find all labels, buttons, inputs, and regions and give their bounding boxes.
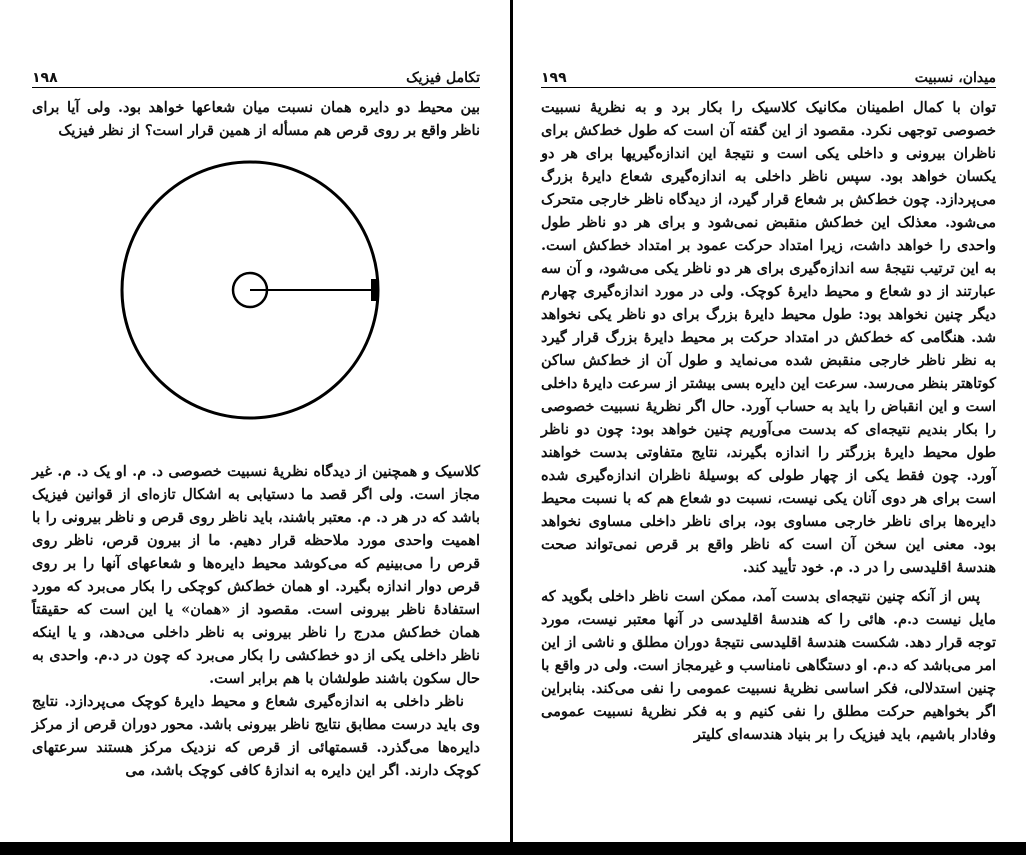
- right-page-number: ۱۹۹: [541, 70, 567, 86]
- left-text-bottom: [32, 460, 480, 782]
- left-page: [0, 0, 510, 855]
- page-gutter: [510, 0, 513, 855]
- rotating-disc-figure: [110, 150, 390, 430]
- right-page: [517, 0, 1026, 855]
- left-paragraph-1: کلاسیک و همچنین از دیدگاه نظریهٔ نسبیت خصوصی د. م. او یک د. م. غیر مجاز است. ولی اگر قصد ما دستیابی به اشکال تازه‌ای از قوانین فیزیک باشد که در هر د. م. معتبر باشند، باید ناظر روی قرص و ناظر بیرونی را با اهمیت واحدی مورد ملاحظه قرار دهیم. ما از بیرون قرص، ناظر روی قرص را می‌بینیم که می‌کوشد محیط دایره‌ها و شعاعهای آنها را بر روی قرص دوار اندازه بگیرد. او همان خط‌کش کوچکی را بکار می‌برد که مورد استفادهٔ ناظر بیرونی است. مقصود از «همان» یا این است که حقیقتاً همان خط‌کش مدرج را ناظر بیرونی به ناظر داخلی می‌دهد، و یا اینکه ناظر داخلی یکی از دو خط‌کشی را بکار می‌برد که چون در د.م. واحدی به حال سکون باشند طولشان با هم برابر است.: [32, 463, 480, 687]
- right-text: [541, 96, 996, 746]
- right-paragraph-2: پس از آنکه چنین نتیجه‌ای بدست آمد، ممکن است ناظر داخلی بگوید که مایل نیست د.م. هائی را که هندسهٔ اقلیدسی در آنها معتبر نیست، مورد توجه قرار دهد. شکست هندسهٔ اقلیدسی نتیجهٔ دوران مطلق و ناشی از این امر می‌باشد که د.م. او دستگاهی نامناسب و غیرمجاز است. ولی در واقع با چنین استدلالی، فکر اساسی نظریهٔ نسبیت عمومی را نفی می‌کند. بنابراین اگر بخواهیم حرکت مطلق را نفی کنیم و به فکر نظریهٔ نسبیت عمومی وفادار باشیم، باید فیزیک را بر بنیاد هندسه‌ای کلیتر: [541, 588, 996, 743]
- right-header-rule: [541, 87, 996, 88]
- scan-bottom-edge: [0, 842, 1026, 855]
- left-text-top: [32, 96, 480, 142]
- right-header-title: میدان، نسبیت: [914, 70, 996, 86]
- right-paragraph-1: توان با کمال اطمینان مکانیک کلاسیک را بکار برد و به نظریهٔ نسبیت خصوصی توجهی نکرد. مقصود از این گفته آن است که طول خط‌کش برای ناظران بیرونی و داخلی یکی است و نتیجهٔ این اندازه‌گیریها برای هر دو یکسان خواهد بود. سپس ناظر داخلی به اندازه‌گیری شعاع دایرهٔ بزرگ می‌پردازد. چون خط‌کش بر شعاع قرار گیرد، از دیدگاه ناظر خارجی متحرک می‌شود. معذلک این خط‌کش منقبض نمی‌شود و برای هر دو ناظر طول واحدی را خواهد داشت، زیرا امتداد حرکت عمود بر امتداد خط‌کش است. به این ترتیب نتیجهٔ سه اندازه‌گیری برای هر دو ناظر یکی می‌شود، و آن سه عبارتند از دو شعاع و محیط دایرهٔ کوچک. ولی در مورد اندازه‌گیری چهارم دیگر چنین نخواهد بود: طول محیط دایرهٔ بزرگ برای دو ناظر یکی نخواهد شد. هنگامی که خط‌کش در امتداد حرکت بر محیط دایرهٔ بزرگ قرار گیرد به نظر ناظر خارجی منقبض شده می‌نماید و طول آن از خط‌کش ساکن کوتاهتر بنظر می‌رسد. سرعت این دایره بسی بیشتر از سرعت دایرهٔ داخلی است و این انقباض را باید به حساب آورد. حال اگر نظریهٔ نسبیت خصوصی را بکار بندیم نتیجه‌ای که بدست می‌آوریم چنین خواهد بود: چون دو ناظر طول محیط دایرهٔ بزرگتر را اندازه بگیرند، نتایج متفاوتی بدست خواهند آورد. چون فقط یکی از چهار طولی که بوسیلهٔ ناظران اندازه‌گیری شده است برای هر دوی آنان یکی نیست، نسبت دو شعاع هم که با نسبت محیط دایره‌ها برای ناظر خارجی مساوی بود، برای ناظر داخلی مساوی نخواهد بود. معنی این سخن آن است که ناظر واقع بر قرص نمی‌تواند صحت هندسهٔ اقلیدسی را در د. م. خود تأیید کند.: [541, 99, 996, 576]
- left-page-number: ۱۹۸: [32, 70, 58, 86]
- left-header-rule: [32, 87, 480, 88]
- left-paragraph-top: بین محیط دو دایره همان نسبت میان شعاعها خواهد بود. ولی آیا برای ناظر واقع بر روی قرص هم مسأله از همین قرار است؟ از نظر فیزیک: [32, 99, 480, 139]
- left-paragraph-2: ناظر داخلی به اندازه‌گیری شعاع و محیط دایرهٔ کوچک می‌پردازد. نتایج وی باید درست مطابق نتایج ناظر بیرونی باشد. محور دوران قرص از مرکز دایره‌ها می‌گذرد. قسمتهائی از قرص که نزدیک مرکز هستند سرعتهای کوچک دارند. اگر این دایره به اندازهٔ کافی کوچک باشد، می: [32, 693, 480, 779]
- right-page-header: [541, 62, 996, 86]
- left-page-header: [32, 62, 480, 86]
- left-header-title: تکامل فیزیک: [406, 70, 480, 86]
